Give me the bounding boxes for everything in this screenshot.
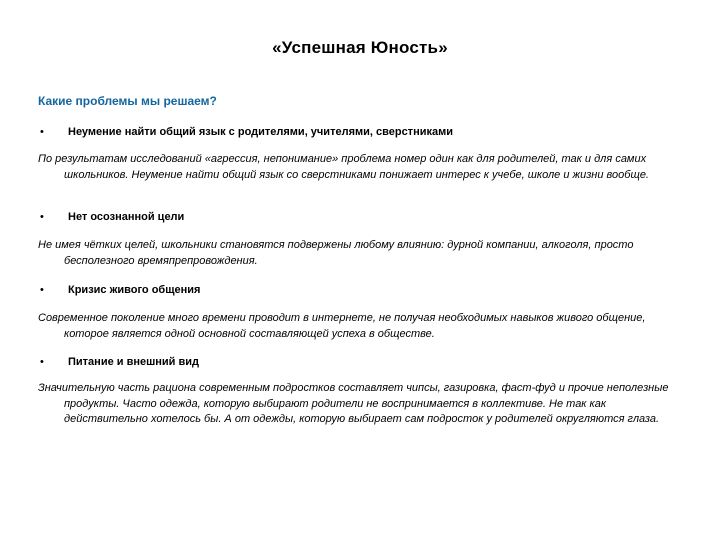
slide-subtitle: Какие проблемы мы решаем? — [38, 94, 217, 108]
paragraph-3: Современное поколение много времени проводит в интернете, не получая необходимых навыков живого общение, которое является одной основной составляющей успеха в обществе. — [38, 312, 646, 340]
bullet-marker: • — [40, 284, 44, 296]
bullet-heading-4 — [40, 355, 199, 369]
paragraph-4: Значительную часть рациона современным подростков составляет чипсы, газировка, фаст-фуд и прочие неполезные продукты. Часто одежда, которую выбирают родители не воспринимается в коллективе. Не так как действительно хотелось бы. А от одежды, которую выбирает сам подросток у родителей округляются глаза. — [38, 382, 669, 425]
bullet-marker: • — [40, 126, 44, 138]
bullet-heading-text: Питание и внешний вид — [68, 356, 199, 368]
bullet-marker: • — [40, 356, 44, 368]
paragraph-2: Не имея чётких целей, школьники становятся подвержены любому влиянию: дурной компании, алкоголя, просто бесполезного времяпрепровождения. — [38, 239, 634, 267]
bullet-heading-text: Кризис живого общения — [68, 284, 201, 296]
bullet-heading-text: Нет осознанной цели — [68, 211, 185, 223]
bullet-marker: • — [40, 211, 44, 223]
bullet-heading-text: Неумение найти общий язык с родителями, учителями, сверстниками — [68, 126, 453, 138]
bullet-heading-2 — [40, 210, 184, 224]
paragraph-1: По результатам исследований «агрессия, непонимание» проблема номер один как для родителей, так и для самих школьников. Неумение найти общий язык со сверстниками понижает интерес к учебе, школе и жизни вообще. — [38, 153, 649, 181]
bullet-heading-3 — [40, 283, 200, 297]
bullet-heading-1 — [40, 125, 453, 139]
slide-title: «Успешная Юность» — [272, 38, 448, 57]
